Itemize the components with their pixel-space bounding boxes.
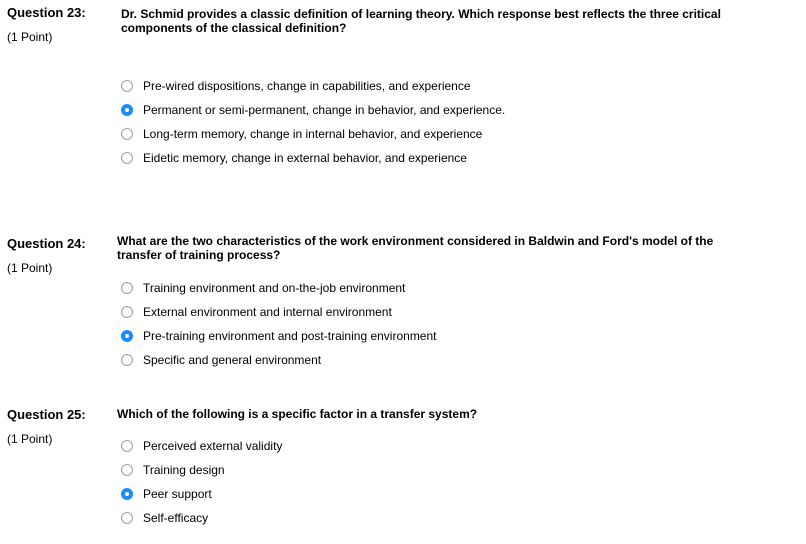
radio-button[interactable] [121,512,133,524]
answer-option[interactable] [121,328,437,344]
question-points: (1 Point) [7,432,53,446]
question-text: What are the two characteristics of the work environment considered in Baldwin and Ford's model of the transfer of training process? [117,234,714,262]
option-label: Training environment and on-the-job environment [143,281,406,295]
radio-button[interactable] [121,80,133,92]
option-label: Permanent or semi-permanent, change in behavior, and experience. [143,103,506,117]
answer-option[interactable] [121,352,321,368]
radio-button[interactable] [121,330,133,342]
answer-option[interactable] [121,438,282,454]
answer-option[interactable] [121,150,467,166]
question-text: Which of the following is a specific factor in a transfer system? [117,407,478,421]
answer-option[interactable] [121,462,225,478]
option-label: Perceived external validity [143,439,283,453]
answer-option[interactable] [121,280,405,296]
radio-button[interactable] [121,152,133,164]
option-label: External environment and internal environment [143,305,392,319]
answer-option[interactable] [121,78,471,94]
option-label: Eidetic memory, change in external behavior, and experience [143,151,467,165]
option-label: Self-efficacy [143,511,209,525]
radio-button[interactable] [121,464,133,476]
answer-option[interactable] [121,304,392,320]
option-label: Training design [143,463,225,477]
answer-option[interactable] [121,126,482,142]
radio-button[interactable] [121,128,133,140]
answer-option[interactable] [121,102,505,118]
answer-option[interactable] [121,510,208,526]
question-points: (1 Point) [7,30,53,44]
option-label: Long-term memory, change in internal behavior, and experience [143,127,483,141]
question-number: Question 24: [7,236,86,251]
option-label: Pre-wired dispositions, change in capabilities, and experience [143,79,471,93]
option-label: Specific and general environment [143,353,322,367]
radio-button[interactable] [121,440,133,452]
option-label: Peer support [143,487,212,501]
radio-button[interactable] [121,282,133,294]
radio-button[interactable] [121,488,133,500]
radio-button[interactable] [121,104,133,116]
question-number: Question 23: [7,5,86,20]
question-points: (1 Point) [7,261,53,275]
option-label: Pre-training environment and post-training environment [143,329,437,343]
radio-button[interactable] [121,354,133,366]
question-text: Dr. Schmid provides a classic definition of learning theory. Which response best reflects the three critical components of the classical definition? [121,7,721,35]
question-number: Question 25: [7,407,86,422]
radio-button[interactable] [121,306,133,318]
answer-option[interactable] [121,486,212,502]
